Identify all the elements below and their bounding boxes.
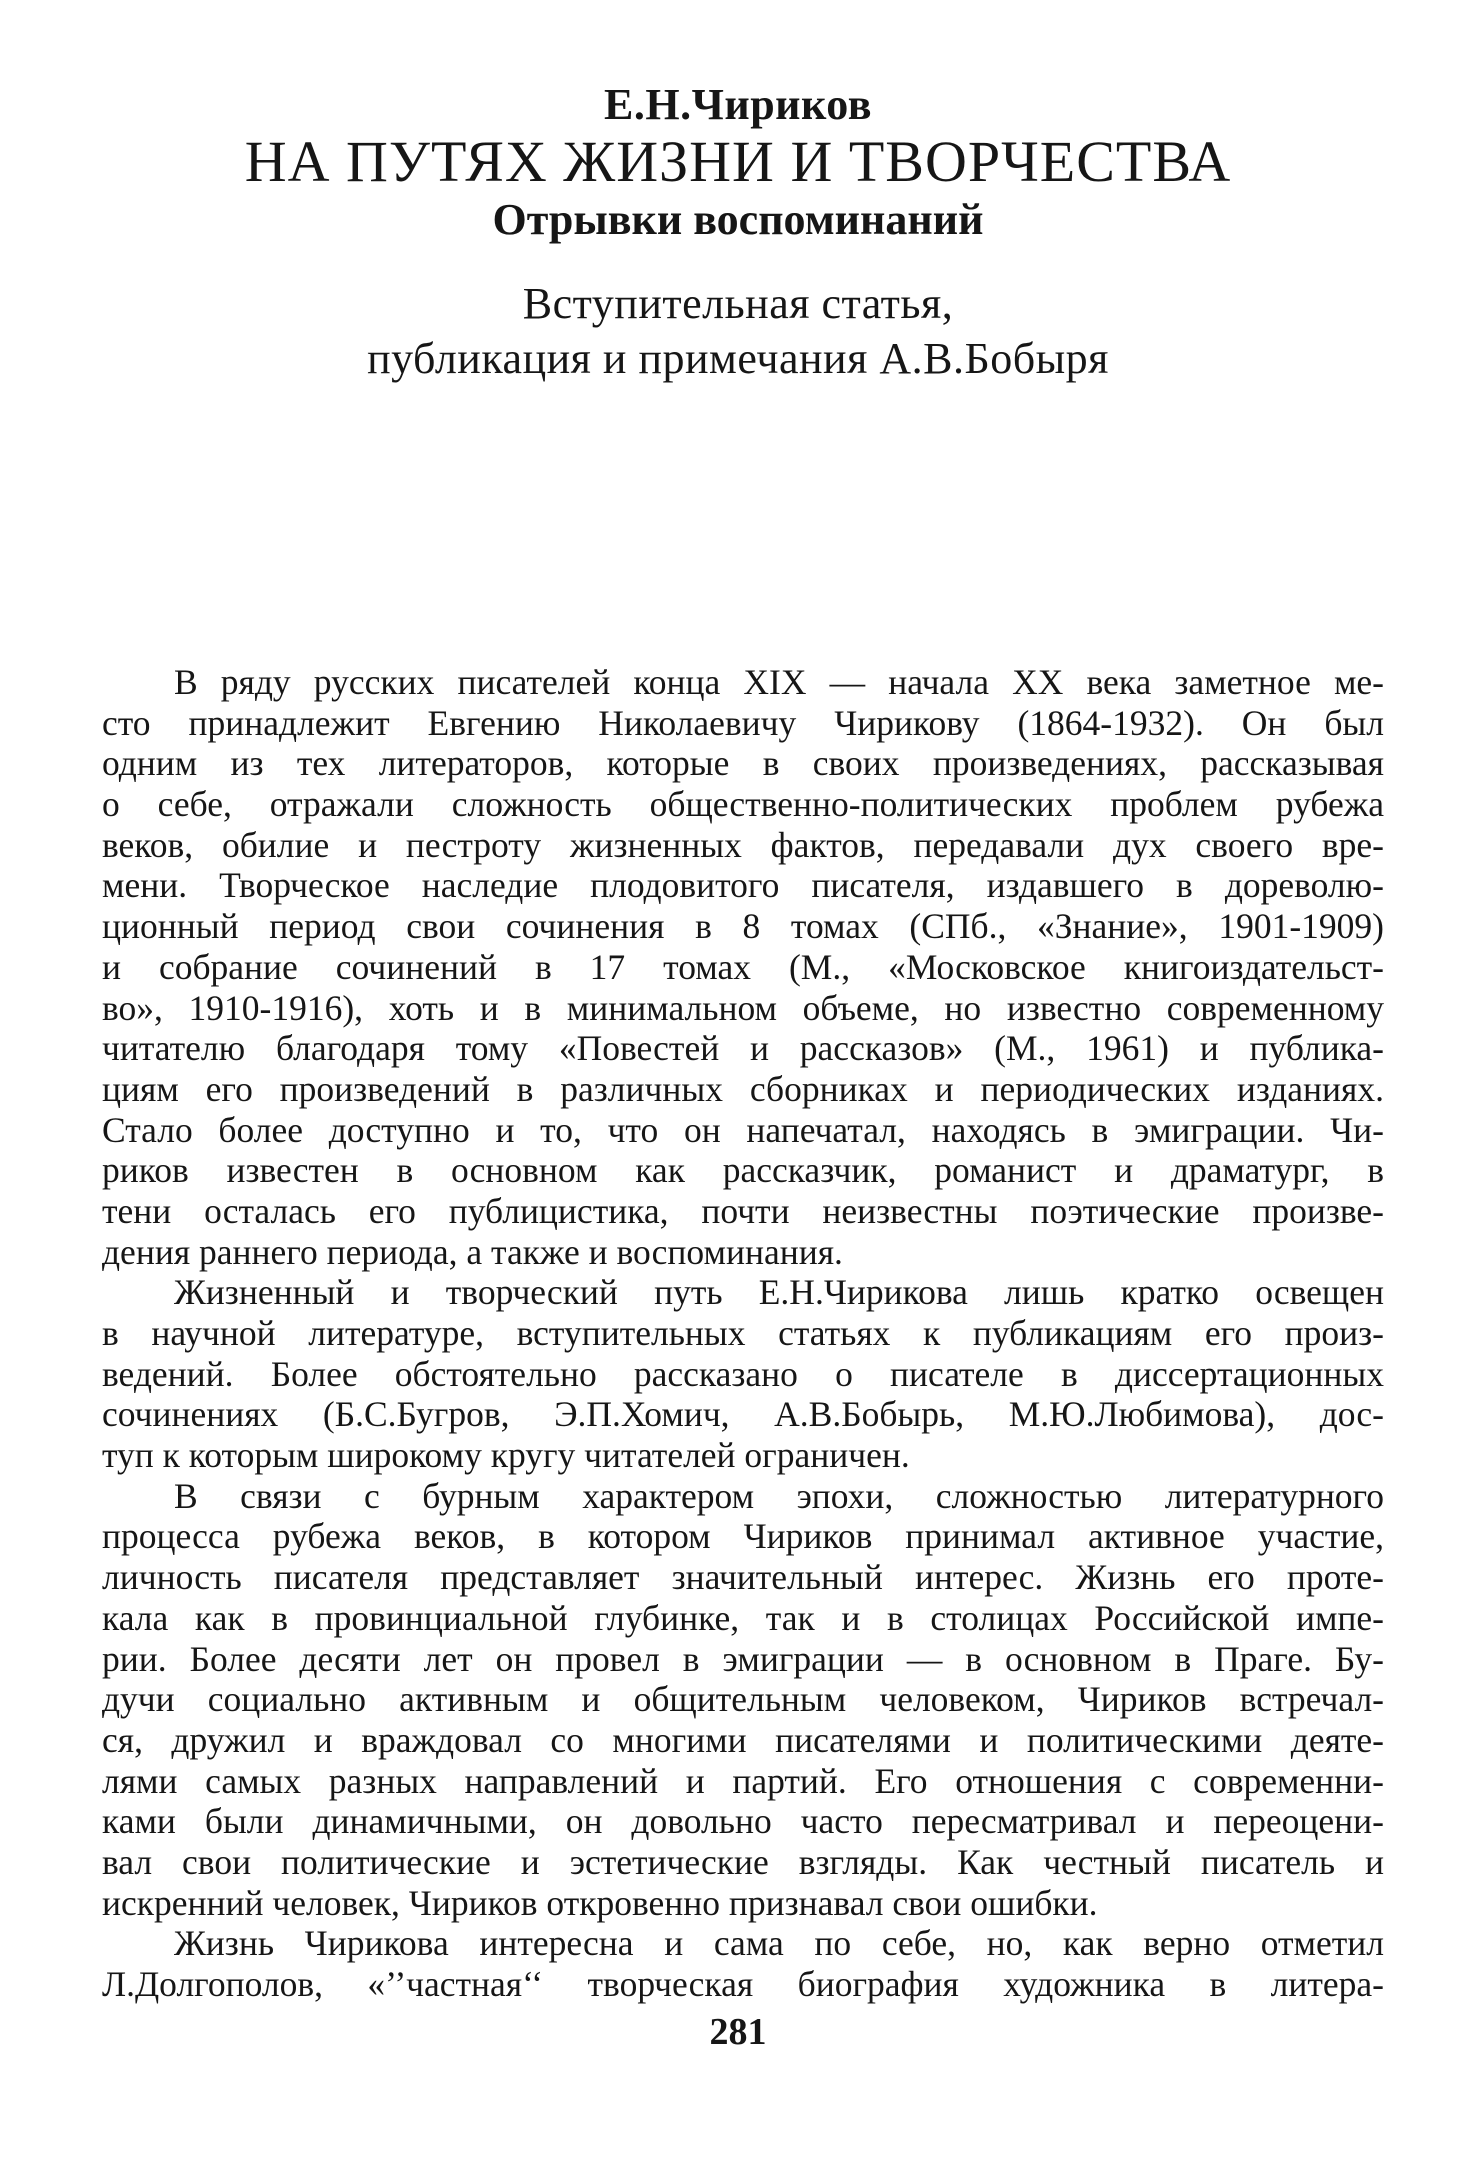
article-header (0, 80, 1476, 386)
text-line: о себе, отражали сложность общественно-политических проблем рубежа (102, 784, 1384, 825)
paragraph (102, 1476, 1384, 1924)
text-line: веков, обилие и пестроту жизненных фактов, передавали дух своего вре- (102, 824, 1384, 865)
text-line: сто принадлежит Евгению Николаевичу Чирикову (1864-1932). Он был (102, 702, 1384, 743)
text-line: риков известен в основном как рассказчик, романист и драматург, в (102, 1150, 1384, 1191)
text-line: ками были динамичными, он довольно часто пересматривал и переоцени- (102, 1801, 1384, 1842)
intro-credit-line: Вступительная статья, (522, 279, 954, 328)
intro-credit-line: публикация и примечания А.В.Бобыря (367, 334, 1109, 383)
text-line: ся, дружил и враждовал со многими писателями и политическими деяте- (102, 1719, 1384, 1760)
text-line: мени. Творческое наследие плодовитого писателя, издавшего в дореволю- (102, 865, 1384, 906)
text-line: В связи с бурным характером эпохи, сложностью литературного (174, 1475, 1384, 1516)
text-line: ционный период свои сочинения в 8 томах (СПб., «Знание», 1901-1909) (102, 906, 1384, 947)
text-line: дения раннего периода, а также и воспоминания. (102, 1231, 843, 1272)
text-line: Л.Долгополов, «’’частная‘‘ творческая биография художника в литера- (102, 1964, 1384, 2004)
text-line: во», 1910-1916), хоть и в минимальном объеме, но известно современному (102, 987, 1384, 1028)
text-line: туп к которым широкому кругу читателей ограничен. (102, 1435, 910, 1476)
paragraph (102, 1272, 1384, 1475)
text-line: тени осталась его публицистика, почти неизвестны поэтические произве- (102, 1190, 1384, 1231)
text-line: сочинениях (Б.С.Бугров, Э.П.Хомич, А.В.Бобырь, М.Ю.Любимова), дос- (102, 1394, 1384, 1435)
paragraph (102, 662, 1384, 1272)
text-line: вал свои политические и эстетические взгляды. Как честный писатель и (102, 1841, 1384, 1882)
author-name: Е.Н.Чириков (604, 80, 872, 129)
text-line: процесса рубежа веков, в котором Чириков принимал активное участие, (102, 1516, 1384, 1557)
text-line: одним из тех литераторов, которые в своих произведениях, рассказывая (102, 743, 1384, 784)
text-line: циям его произведений в различных сборниках и периодических изданиях. (102, 1068, 1384, 1109)
text-line: Жизнь Чирикова интересна и сама по себе, но, как верно отметил (174, 1923, 1384, 1964)
article-title: НА ПУТЯХ ЖИЗНИ И ТВОРЧЕСТВА (244, 129, 1232, 194)
text-line: В ряду русских писателей конца XIX — начала XX века заметное ме- (174, 662, 1384, 702)
text-line: дучи социально активным и общительным человеком, Чириков встречал- (102, 1679, 1384, 1720)
text-line: кала как в провинциальной глубинке, так и в столицах Российской импе- (102, 1597, 1384, 1638)
text-line: ведений. Более обстоятельно рассказано о писателе в диссертационных (102, 1353, 1384, 1394)
body-text (102, 662, 1384, 2005)
intro-credit (0, 276, 1476, 386)
text-line: читателю благодаря тому «Повестей и рассказов» (М., 1961) и публика- (102, 1028, 1384, 1069)
text-line: в научной литературе, вступительных статьях к публикациям его произ- (102, 1313, 1384, 1353)
article-subtitle: Отрывки воспоминаний (492, 195, 984, 244)
text-line: Стало более доступно и то, что он напечатал, находясь в эмиграции. Чи- (102, 1109, 1384, 1150)
text-line: рии. Более десяти лет он провел в эмиграции — в основном в Праге. Бу- (102, 1638, 1384, 1679)
paragraph (102, 1923, 1384, 2004)
text-line: лями самых разных направлений и партий. Его отношения с современни- (102, 1760, 1384, 1801)
page-number: 281 (709, 2011, 767, 2053)
text-line: Жизненный и творческий путь Е.Н.Чирикова лишь кратко освещен (174, 1272, 1384, 1313)
text-line: искренний человек, Чириков откровенно признавал свои ошибки. (102, 1882, 1098, 1923)
text-line: личность писателя представляет значительный интерес. Жизнь его проте- (102, 1557, 1384, 1598)
text-line: и собрание сочинений в 17 томах (М., «Московское книгоиздательст- (102, 946, 1384, 987)
